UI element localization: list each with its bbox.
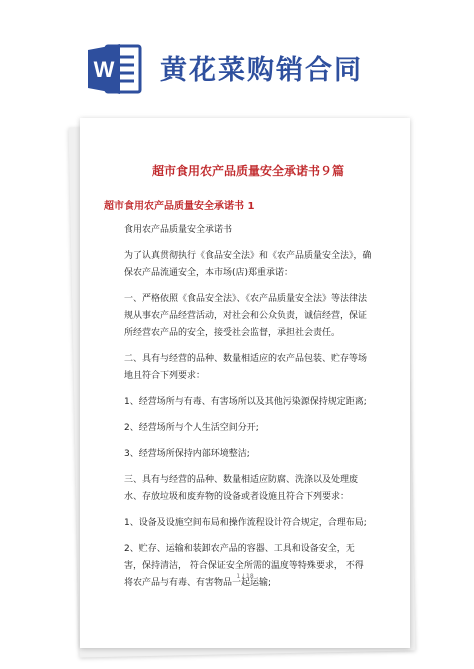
paragraph: 食用农产品质量安全承诺书 [124, 225, 233, 235]
paragraph: 1、设备及设施空间布局和操作流程设计符合规定，合理布局; [124, 518, 367, 528]
document-heading: 黄花菜购销合同 [160, 55, 363, 86]
paragraph: 为了认真贯彻执行《食品安全法》和《农产品质量安全法》，确保农产品流通安全，本市场(店)郑重承诺： [124, 251, 372, 278]
page-content [104, 162, 372, 601]
paragraph: 2、贮存、运输和装卸农产品的容器、工具和设备安全，无害，保持清洁， 符合保证安全所需的温度等特殊要求， 不得将农产品与有毒、有害物品一起运输; [124, 544, 364, 588]
paragraph: 二、具有与经营的品种、数量相适应的农产品包装、贮存等场地且符合下列要求： [124, 354, 368, 381]
word-document-icon [86, 40, 144, 98]
paragraph: 一、严格依照《食品安全法》、《农产品质量安全法》等法律法规从事农产品经营活动，对社会和公众负责，诚信经营，保证所经营农产品的安全，接受社会监督，承担社会责任。 [124, 294, 368, 338]
svg-text:W: W [93, 57, 115, 82]
paragraph: 1、经营场所与有毒、有害场所以及其他污染源保持规定距离; [124, 397, 367, 407]
document-page [80, 118, 410, 648]
paragraph: 2、经营场所与个人生活空间分开; [124, 423, 259, 433]
paragraph: 3、经营场所保持内部环境整洁; [124, 449, 250, 459]
page-number: 1 / 18 [236, 573, 254, 580]
document-subtitle: 超市食用农产品质量安全承诺书 1 [104, 201, 255, 212]
document-title: 超市食用农产品质量安全承诺书９篇 [151, 164, 344, 178]
paragraph: 三、具有与经营的品种、数量相适应防腐、洗涤以及处理废水、存放垃圾和废弃物的设备或者设施且符合下列要求： [124, 475, 359, 502]
header [0, 0, 474, 108]
